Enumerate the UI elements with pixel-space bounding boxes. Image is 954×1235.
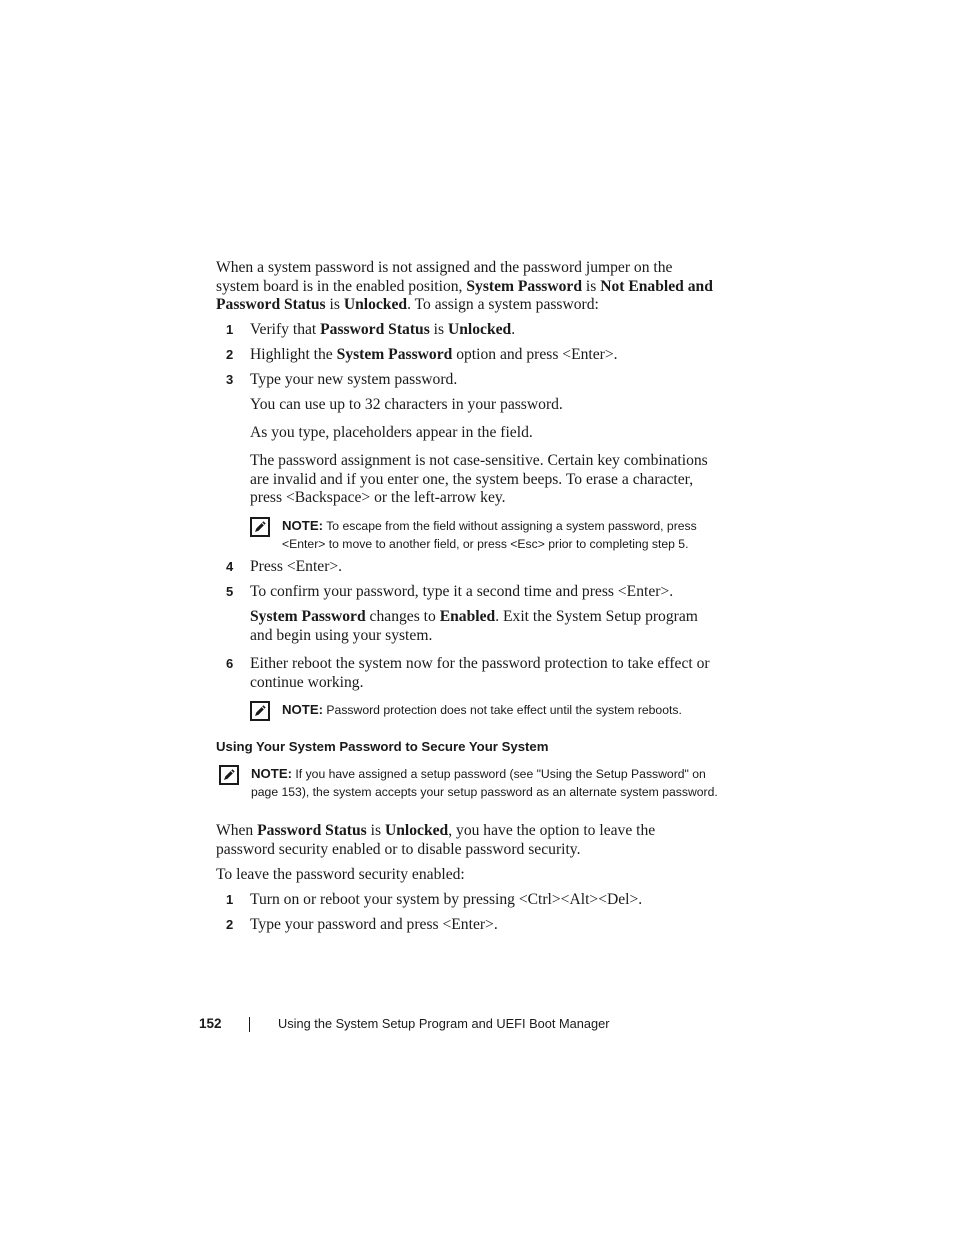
note-label: NOTE:	[282, 518, 324, 533]
footer-divider	[249, 1017, 250, 1032]
step-number: 1	[226, 892, 234, 907]
step-detail-paragraph: You can use up to 32 characters in your password.	[250, 396, 563, 413]
body-paragraph: To leave the password security enabled:	[216, 866, 465, 883]
intro-text-3: is	[325, 296, 344, 314]
note-label: NOTE:	[282, 702, 324, 717]
step-text-part: Highlight the	[250, 346, 337, 363]
note-body: To escape from the field without assigning a system password, press <Enter> to move to another field, or press <Esc> prior to completing step 5.	[282, 519, 697, 551]
note-label: NOTE:	[251, 766, 293, 781]
para-bold-part: Password Status	[257, 822, 367, 839]
detail-text-2: . Exit the System Setup program and begin using your system.	[250, 608, 698, 644]
pencil-note-icon	[250, 517, 270, 537]
step-text	[250, 346, 718, 365]
para-text-part: , you have the option to leave the password security enabled or to disable password security.	[216, 822, 656, 858]
detail-text-1: changes to	[365, 608, 440, 625]
pencil-note-icon	[219, 765, 239, 785]
step-text-part: Verify that	[250, 321, 321, 338]
step-text: Either reboot the system now for the password protection to take effect or continue working.	[250, 655, 710, 691]
para-bold-part: Unlocked	[384, 822, 449, 839]
step-text: Type your new system password.	[250, 371, 458, 388]
intro-text-1: When a system password is not assigned and the password jumper on the system board is in the enabled position,	[216, 259, 673, 295]
step-detail-paragraph: The password assignment is not case-sensitive. Certain key combinations are invalid and if you enter one, the system beeps. To erase a character, press <Backspace> or the left-arrow key.	[250, 452, 708, 507]
para-text-part: is	[366, 822, 385, 839]
step-text-part: option and press <Enter>.	[452, 346, 618, 363]
step-number: 3	[226, 372, 234, 387]
intro-bold-1: System Password	[466, 277, 582, 295]
note-text	[282, 701, 720, 720]
body-paragraph	[216, 822, 716, 859]
step-text-part: is	[429, 321, 448, 338]
step-bold-part: System Password	[336, 346, 453, 363]
step-number: 2	[226, 917, 234, 932]
detail-bold-2: Enabled	[439, 608, 496, 625]
intro-text-4: . To assign a system password:	[407, 296, 599, 314]
note-body: Password protection does not take effect until the system reboots.	[323, 703, 682, 717]
step-number: 5	[226, 584, 234, 599]
pencil-note-icon	[250, 701, 270, 721]
section-heading: Using Your System Password to Secure Your System	[216, 739, 549, 754]
step-number: 2	[226, 347, 234, 362]
step-detail-paragraph	[250, 608, 718, 645]
intro-paragraph	[216, 259, 716, 315]
step-detail-paragraph: As you type, placeholders appear in the field.	[250, 424, 533, 441]
detail-bold-1: System Password	[250, 608, 366, 625]
note-text	[251, 765, 719, 801]
step-text-part: .	[511, 321, 516, 338]
step-text: To confirm your password, type it a second time and press <Enter>.	[250, 583, 674, 600]
note-text	[282, 517, 720, 553]
step-text	[250, 321, 718, 340]
page-number: 152	[199, 1016, 222, 1031]
step-bold-part: Unlocked	[447, 321, 512, 338]
note-body: If you have assigned a setup password (see "Using the Setup Password" on page 153), the system accepts your setup password as an alternate system password.	[251, 767, 718, 799]
step-number: 6	[226, 656, 234, 671]
intro-bold-3: Unlocked	[343, 296, 408, 314]
step-text: Press <Enter>.	[250, 558, 343, 575]
step-number: 1	[226, 322, 234, 337]
intro-text-2: is	[582, 277, 601, 295]
step-text: Turn on or reboot your system by pressing <Ctrl><Alt><Del>.	[250, 891, 643, 908]
intro-bold-2: Not Enabled and Password Status	[216, 277, 713, 314]
footer-chapter-title: Using the System Setup Program and UEFI Boot Manager	[278, 1016, 610, 1031]
step-number: 4	[226, 559, 234, 574]
step-bold-part: Password Status	[320, 321, 430, 338]
para-text-part: When	[216, 822, 258, 839]
step-text: Type your password and press <Enter>.	[250, 916, 498, 933]
